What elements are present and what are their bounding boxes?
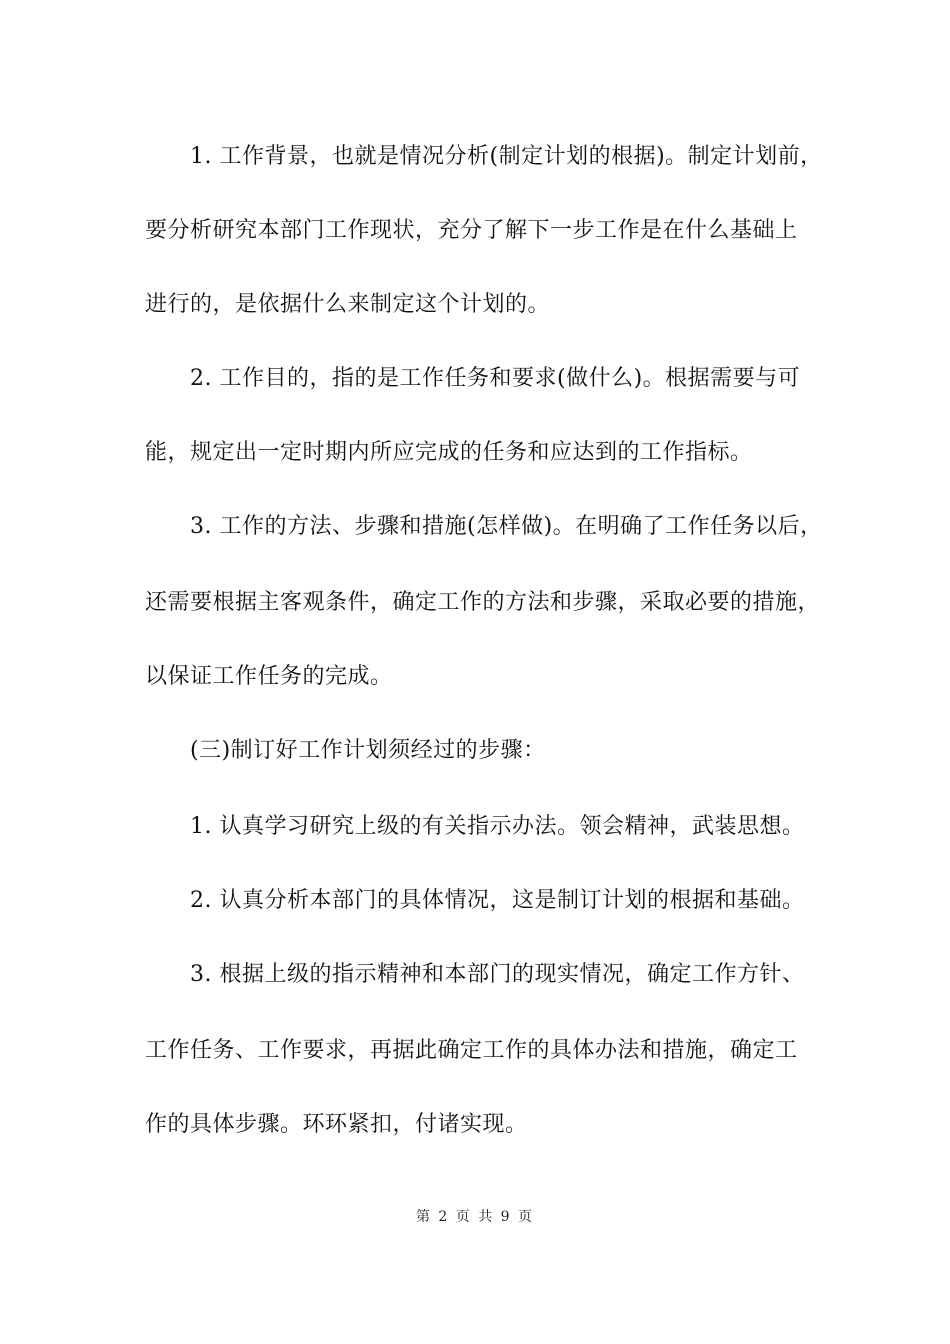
- page-number-footer: 第 2 页 共 9 页: [415, 1209, 535, 1225]
- paragraph-line: 3. 根据上级的指示精神和本部门的现实情况，确定工作方针、: [190, 962, 805, 987]
- paragraph-line: 作的具体步骤。环环紧扣，付诸实现。: [145, 1112, 528, 1137]
- paragraph-line: 以保证工作任务的完成。: [145, 664, 393, 689]
- paragraph-line: 能，规定出一定时期内所应完成的任务和应达到的工作指标。: [145, 440, 753, 465]
- paragraph-line: 3. 工作的方法、步骤和措施(怎样做)。在明确了工作任务以后，: [190, 514, 823, 539]
- paragraph-line: 还需要根据主客观条件，确定工作的方法和步骤，采取必要的措施，: [145, 590, 821, 615]
- paragraph-line: 2. 工作目的，指的是工作任务和要求(做什么)。根据需要与可: [190, 366, 801, 391]
- paragraph-line: 2. 认真分析本部门的具体情况，这是制订计划的根据和基础。: [190, 888, 805, 913]
- section-heading: (三)制订好工作计划须经过的步骤：: [190, 738, 546, 763]
- paragraph-line: 工作任务、工作要求，再据此确定工作的具体办法和措施，确定工: [145, 1038, 798, 1063]
- paragraph-line: 要分析研究本部门工作现状，充分了解下一步工作是在什么基础上: [145, 218, 798, 243]
- paragraph-line: 1. 工作背景，也就是情况分析(制定计划的根据)。制定计划前，: [190, 144, 823, 169]
- paragraph-line: 进行的，是依据什么来制定这个计划的。: [145, 292, 551, 317]
- paragraph-line: 1. 认真学习研究上级的有关指示办法。领会精神，武装思想。: [190, 814, 805, 839]
